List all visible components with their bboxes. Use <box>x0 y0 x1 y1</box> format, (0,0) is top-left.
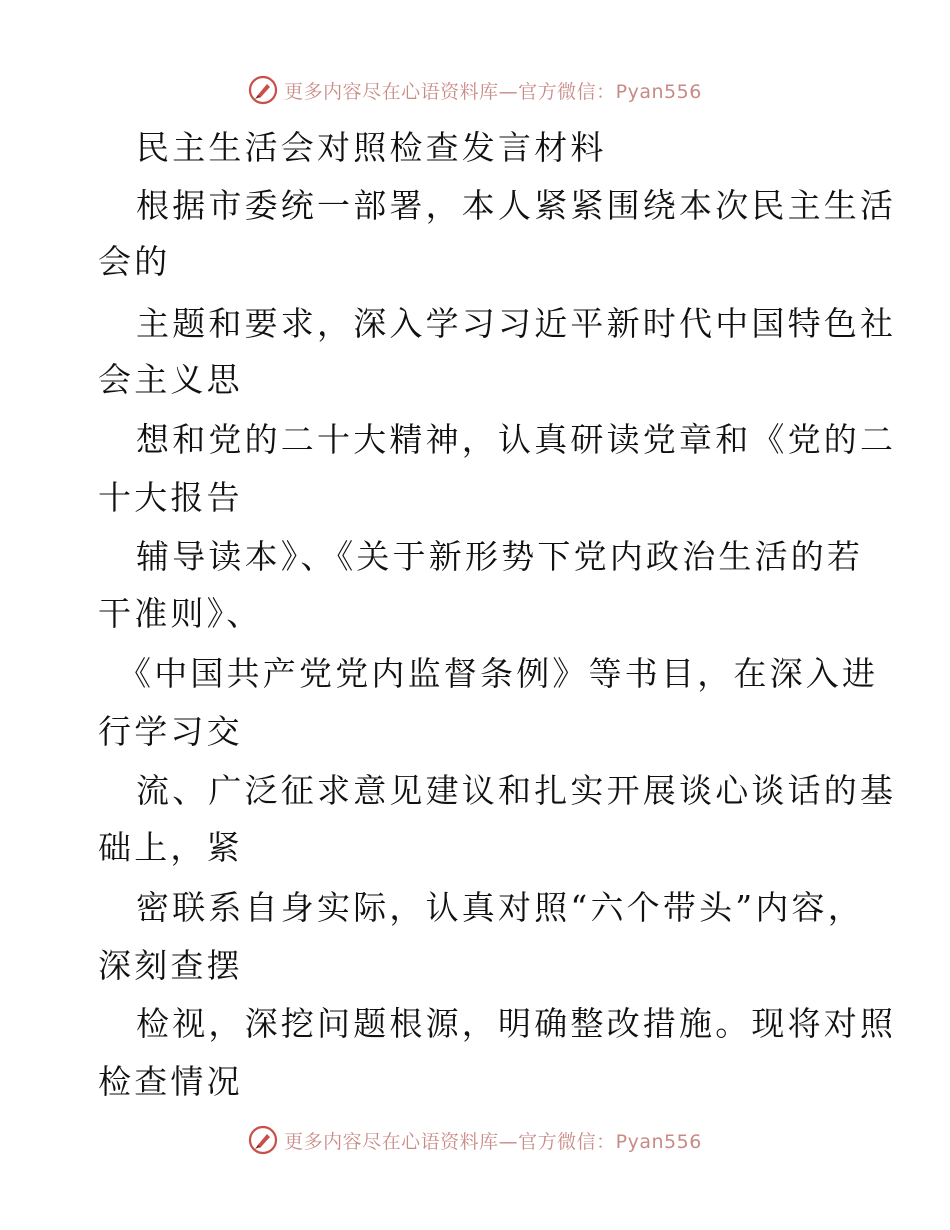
body-line: 《中国共产党党内监督条例》等书目，在深入进 <box>118 654 879 693</box>
body-line: 会主义思 <box>98 360 243 399</box>
body-line: 检视，深挖问题根源，明确整改措施。现将对照 <box>136 1004 897 1043</box>
body-line: 础上，紧 <box>98 828 243 867</box>
body-line: 密联系自身实际，认真对照“六个带头”内容， <box>136 888 864 927</box>
body-line: 辅导读本》、《关于新形势下党内政治生活的若 <box>136 537 864 576</box>
body-line: 想和党的二十大精神，认真研读党章和《党的二 <box>136 420 897 459</box>
body-line: 检查情况 <box>98 1062 243 1101</box>
body-line: 会的 <box>98 242 171 281</box>
body-line: 主题和要求，深入学习习近平新时代中国特色社 <box>136 304 897 343</box>
footer-watermark <box>0 1120 950 1160</box>
watermark-text: 更多内容尽在心语资料库—官方微信：Pyan556 <box>284 80 702 103</box>
watermark-text: 更多内容尽在心语资料库—官方微信：Pyan556 <box>284 1130 702 1153</box>
document-title: 民主生活会对照检查发言材料 <box>136 128 607 167</box>
body-line: 深刻查摆 <box>98 946 243 985</box>
body-line: 干准则》、 <box>98 594 263 633</box>
body-line: 根据市委统一部署，本人紧紧围绕本次民主生活 <box>136 186 897 225</box>
pen-nib-logo-icon <box>248 1125 278 1155</box>
body-line: 行学习交 <box>98 712 243 751</box>
body-line: 流、广泛征求意见建议和扎实开展谈心谈话的基 <box>136 771 897 810</box>
body-line: 十大报告 <box>98 478 243 517</box>
